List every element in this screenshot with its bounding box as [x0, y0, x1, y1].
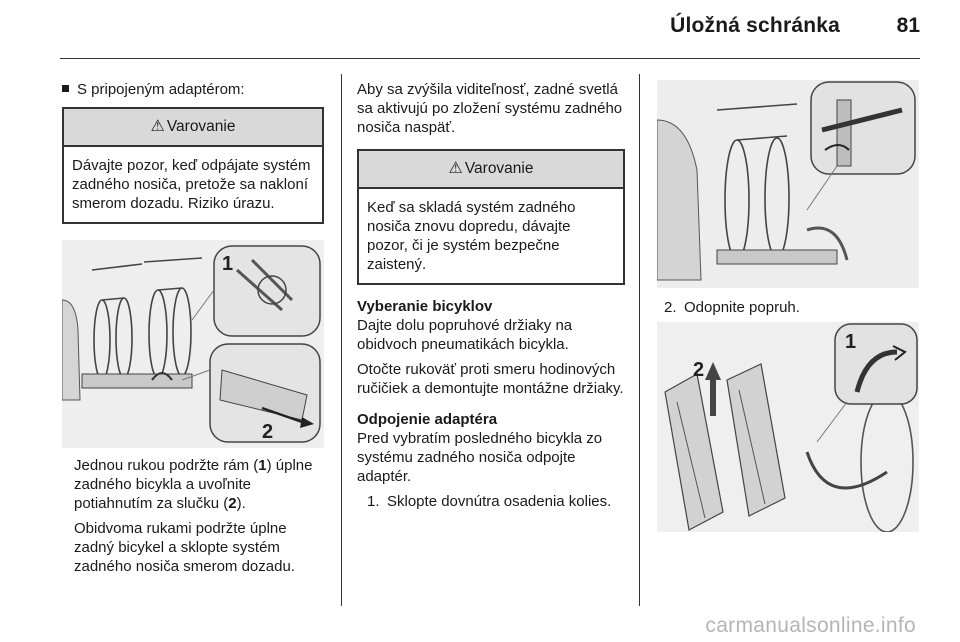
figure1-callout-1: 1 [222, 253, 234, 275]
column-2 [357, 80, 625, 511]
watermark: carmanualsonline.info [705, 614, 916, 637]
warning-title: Varovanie [166, 118, 236, 135]
figure1-callout-2: 2 [262, 421, 274, 443]
bike-carrier-illustration [62, 240, 324, 448]
para1-text-c: ). [236, 495, 246, 512]
bullet-item [62, 80, 324, 99]
para1-text-a: Jednou rukou podržte rám ( [74, 457, 259, 474]
section-heading-detach-adapter: Odpojenie adaptéra [357, 411, 498, 428]
figure2-callout-1: 1 [845, 331, 857, 353]
page-title: Úložná schránka [670, 14, 840, 37]
step-text: Sklopte dovnútra osadenia kolies. [387, 493, 612, 510]
bullet-text: S pripojeným adaptérom: [77, 81, 245, 98]
column-1-text [74, 456, 326, 576]
warning-box-2 [357, 149, 625, 285]
figure2-callout-2: 2 [693, 359, 705, 381]
column-divider-2 [639, 74, 640, 606]
warning-triangle-icon: ⚠ [150, 118, 165, 135]
instruction-para-1 [74, 456, 326, 513]
warning-triangle-icon: ⚠ [448, 160, 463, 177]
column-3-text [664, 298, 914, 317]
para1-text-b: ) úplne zadného bicykla a uvoľnite potiahnutím za slučku ( [74, 457, 313, 512]
figure-bike-carrier-tilt [62, 240, 324, 448]
header-rule [60, 58, 920, 59]
section1-para-1: Dajte dolu popruhové držiaky na obidvoch pneumatikách bicykla. [357, 317, 573, 353]
bullet-icon [62, 85, 69, 92]
warning-body: Keď sa skladá systém zadného nosiča znovu dopredu, dávajte pozor, či je systém bezpečne zaistený. [367, 199, 576, 273]
page-number: 81 [896, 14, 920, 37]
step-number: 1. [367, 493, 380, 510]
step-text: Odopnite popruh. [684, 299, 800, 316]
section1-para-2: Otočte rukoväť proti smeru hodinových ručičiek a demontujte montážne držiaky. [357, 361, 624, 397]
warning-header [64, 109, 322, 147]
wheel-holders-illustration [657, 322, 919, 532]
numbered-step-1 [357, 492, 625, 511]
figure-bike-strap [657, 80, 919, 288]
bike-strap-illustration [657, 80, 919, 288]
warning-header [359, 151, 623, 189]
step-number: 2. [664, 299, 677, 316]
figure-wheel-holders [657, 322, 919, 532]
intro-paragraph: Aby sa zvýšila viditeľnosť, zadné svetlá sa aktivujú po zložení systému zadného nosiča naspäť. [357, 81, 623, 136]
warning-box-1 [62, 107, 324, 224]
section-heading-remove-bikes: Vyberanie bicyklov [357, 298, 493, 315]
warning-body: Dávajte pozor, keď odpájate systém zadného nosiča, pretože sa nakloní smerom dozadu. Riziko úrazu. [72, 157, 311, 212]
column-divider-1 [341, 74, 342, 606]
instruction-para-2: Obidvoma rukami podržte úplne zadný bicykel a sklopte systém zadného nosiča smerom dozadu. [74, 520, 295, 575]
numbered-step-2 [664, 298, 914, 317]
column-1 [62, 80, 324, 224]
para1-ref-1: 1 [258, 457, 267, 474]
warning-title: Varovanie [464, 160, 534, 177]
section2-para-1: Pred vybratím posledného bicykla zo systému zadného nosiča odpojte adaptér. [357, 430, 603, 485]
para1-ref-2: 2 [228, 495, 237, 512]
